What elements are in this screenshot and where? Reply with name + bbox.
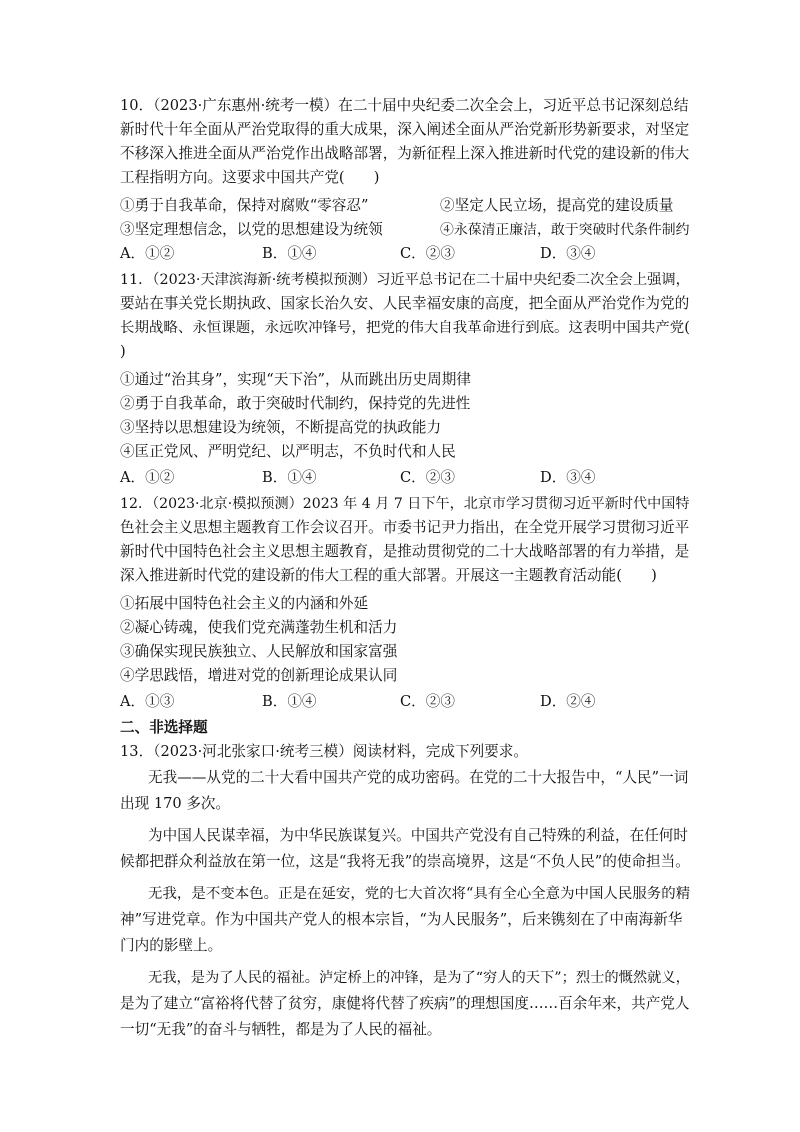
question-12-stem-line: 色社会主义思想主题教育工作会议召开。市委书记尹力指出，在全党开展学习贯彻习近平 bbox=[120, 519, 690, 536]
question-11-stem-line: 长期战略、永恒课题，永远吹冲锋号，把党的伟大自我革命进行到底。这表明中国共产党( bbox=[120, 320, 690, 336]
question-11-choice-c: C．②③ bbox=[400, 469, 455, 486]
question-10-stem-line: 工程指明方向。这要求中国共产党( ) bbox=[120, 169, 380, 186]
material-paragraph-4-line: 一切“无我”的奋斗与牺牲，都是为了人民的福祉。 bbox=[120, 1021, 442, 1038]
question-12-item-3: ③确保实现民族独立、人民解放和国家富强 bbox=[120, 643, 398, 660]
material-paragraph-3-line: 无我，是不变本色。正是在延安，党的七大首次将“具有全心全意为中国人民服务的精 bbox=[148, 886, 691, 902]
question-11-choice-a: A．①② bbox=[120, 469, 175, 486]
question-11-choice-d: D．③④ bbox=[540, 469, 596, 486]
question-11-stem-line: ) bbox=[120, 343, 126, 360]
material-paragraph-2-line: 为中国人民谋幸福，为中华民族谋复兴。中国共产党没有自己特殊的利益，在任何时 bbox=[148, 827, 688, 844]
material-paragraph-2-line: 候都把群众利益放在第一位，这是“我将无我”的崇高境界，这是“不负人民”的使命担当。 bbox=[120, 853, 690, 870]
question-11-item-4: ④匡正党风、严明党纪、以严明志，不负时代和人民 bbox=[120, 443, 456, 460]
question-11-item-1: ①通过“治其身”，实现“天下治”，从而跳出历史周期律 bbox=[120, 371, 471, 388]
material-paragraph-1-line: 无我——从党的二十大看中国共产党的成功密码。在党的二十大报告中，“人民”一词 bbox=[148, 769, 689, 786]
material-paragraph-3-line: 神”写进党章。作为中国共产党人的根本宗旨，“为人民服务”，后来镌刻在了中南海新华 bbox=[120, 911, 683, 928]
question-10-choice-b: B．①④ bbox=[262, 245, 317, 262]
question-10-choice-c: C．②③ bbox=[400, 245, 455, 262]
question-12-choice-c: C．②③ bbox=[400, 693, 455, 710]
question-10-item-3: ③坚定理想信念，以党的思想建设为统领 bbox=[120, 221, 383, 238]
question-11-choice-b: B．①④ bbox=[262, 469, 317, 486]
question-11-item-3: ③坚持以思想建设为统领，不断提高党的执政能力 bbox=[120, 419, 442, 436]
question-12-choice-b: B．①④ bbox=[262, 693, 317, 710]
question-12-item-1: ①拓展中国特色社会主义的内涵和外延 bbox=[120, 595, 369, 612]
question-10-stem-line: 10．（2023·广东惠州·统考一模）在二十届中央纪委二次全会上，习近平总书记深刻总结 bbox=[120, 97, 689, 114]
question-12-stem-line: 12．（2023·北京·模拟预测）2023 年 4 月 7 日下午，北京市学习贯彻习近平新时代中国特 bbox=[120, 496, 690, 512]
question-10-choice-d: D．③④ bbox=[540, 245, 596, 262]
material-paragraph-4-line: 是为了建立“富裕将代替了贫穷，康健将代替了疾病”的理想国度……百余年来，共产党人 bbox=[120, 995, 690, 1012]
question-12-stem-line: 深入推进新时代党的建设新的伟大工程的重大部署。开展这一主题教育活动能( ) bbox=[120, 567, 657, 584]
question-10-stem-line: 新时代十年全面从严治党取得的重大成果，深入阐述全面从严治党新形势新要求，对坚定 bbox=[120, 121, 690, 138]
question-12-item-4: ④学思践悟，增进对党的创新理论成果认同 bbox=[120, 667, 398, 684]
question-11-item-2: ②勇于自我革命，敢于突破时代制约，保持党的先进性 bbox=[120, 395, 471, 412]
question-10-item-1: ①勇于自我革命，保持对腐败“零容忍” bbox=[120, 197, 369, 214]
question-11-stem-line: 11．（2023·天津滨海新·统考模拟预测）习近平总书记在二十届中央纪委二次全会上强调， bbox=[120, 272, 690, 288]
question-10-choice-a: A．①② bbox=[120, 245, 175, 262]
section-heading: 二、非选择题 bbox=[120, 719, 208, 736]
material-paragraph-3-line: 门内的影壁上。 bbox=[120, 937, 223, 954]
question-10-item-2: ②坚定人民立场，提高党的建设质量 bbox=[440, 197, 674, 214]
question-12-choice-a: A．①③ bbox=[120, 693, 175, 710]
question-10-item-4: ④永葆清正廉洁，敢于突破时代条件制约 bbox=[440, 222, 690, 238]
question-13-stem: 13．（2023·河北张家口·统考三模）阅读材料，完成下列要求。 bbox=[120, 743, 528, 760]
question-12-stem-line: 新时代中国特色社会主义思想主题教育，是推动贯彻党的二十大战略部署的有力举措，是 bbox=[120, 543, 690, 560]
question-12-item-2: ②凝心铸魂，使我们党充满蓬勃生机和活力 bbox=[120, 619, 398, 636]
material-paragraph-4-line: 无我，是为了人民的福祉。泸定桥上的冲锋，是为了“穷人的天下”；烈士的慨然就义， bbox=[148, 970, 690, 986]
question-12-choice-d: D．②④ bbox=[540, 693, 596, 710]
material-paragraph-1-line: 出现 170 多次。 bbox=[120, 795, 231, 812]
question-11-stem-line: 要站在事关党长期执政、国家长治久安、人民幸福安康的高度，把全面从严治党作为党的 bbox=[120, 295, 690, 312]
question-10-stem-line: 不移深入推进全面从严治党作出战略部署，为新征程上深入推进新时代党的建设新的伟大 bbox=[120, 145, 690, 162]
